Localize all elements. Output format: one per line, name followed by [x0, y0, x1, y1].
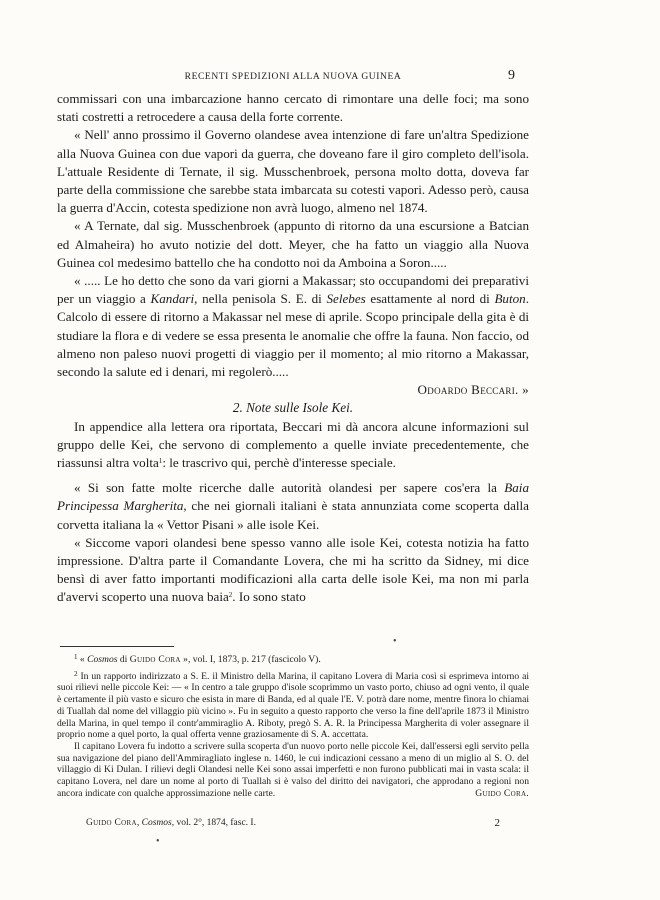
- footnotes: [57, 654, 529, 799]
- section-title: 2. Note sulle Isole Kei.: [232, 400, 354, 416]
- paragraph: In appendice alla lettera ora riportata, Beccari mi dà ancora alcune informazioni sul gruppo delle Kei, che servono di complemento a quelle inviate precedentemente, che riassunsi altra volta$^1$: le trascrivo qui, perchè d'interesse speciale.: [57, 418, 529, 471]
- speck: •: [156, 836, 160, 847]
- signature-line: Guido Cora, Cosmos, vol. 2°, 1874, fasc. I. 2: [86, 817, 500, 829]
- paragraph: commissari con una imbarcazione hanno cercato di rimontare una delle foci; ma sono stati costretti a retrocedere a causa della forte corrente.: [57, 91, 529, 125]
- footnote: $^1$ « Cosmos di Guido Cora », vol. I, 1873, p. 217 (fascicolo V).: [74, 653, 321, 665]
- signature: Odoardo Beccari. »: [417, 382, 529, 398]
- footnote-ref: 2: [228, 591, 233, 600]
- footnote: $^2$ In un rapporto indirizzato a S. E. il Ministro della Marina, il capitano Lovera di Maria così si esprimeva intorno ai suoi rilievi nelle piccole Kei: — « In centro a tale gruppo d'isole scoprimmo un vasto porto, chiuso ad ogni vento, il quale è certamente il più vasto e sicuro che esista in mare di Banda, ed al quale l'E. V. potrà dare nome, mentre finora lo chiamai di Tuallah dal nome del villaggio più vicino ». Fu in seguito a questo rapporto che verso la fine dell'aprile 1873 il Ministro della Marina, in quel tempo il contr'ammiraglio A. Riboty, pregò S. A. R. la Principessa Margherita di voler assegnare il proprio nome a quel porto, la qual offerta venne graziosamente di S. A. accettata.: [57, 669, 529, 741]
- footnote-rule: [60, 646, 174, 647]
- paragraph: « Si son fatte molte ricerche dalle autorità olandesi per sapere cos'era la Baia Principessa Margherita, che nei giornali italiani è stata annunziata come scoperta dalla corvetta italiana la « Vettor Pisani » alle isole Kei.: [57, 480, 529, 532]
- running-header: RECENTI SPEDIZIONI ALLA NUOVA GUINEA: [184, 72, 402, 82]
- speck: •: [393, 636, 397, 647]
- footnote-signature: Guido Cora.: [475, 787, 529, 799]
- signature-mark: 2: [494, 817, 500, 829]
- paragraph: « ..... Le ho detto che sono da vari giorni a Makassar; sto occupandomi dei preparativi per un viaggio a Kandari, nella penisola S. E. di Selebes esattamente al nord di Buton. Calcolo di essere di ritorno a Makassar nel mese di aprile. Scopo principale della gita è di studiare la flora e di vedere se essa presenta le anomalie che offre la fauna. Non faccio, od almeno non paleso nuovi progetti di viaggio per il momento; al mio ritorno a Makassar, secondo la salute ed i denari, mi regolerò.....: [57, 273, 530, 380]
- footnote: Il capitano Lovera fu indotto a scrivere sulla scoperta d'un nuovo porto nelle piccole Kei, dall'essersi egli servito pella sua navigazione del piano dell'Ammiragliato inglese n. 1460, le cui indicazioni cessano a meno di un miglio al S. O. del villaggio di Ki Dulan. I rilievi degli Olandesi nelle Kei sono assai imperfetti e non furono pubblicati mai in vasta scala: il capitano Lovera, nel dare un nome al porto di Tuallah si è valso del diritto dei navigatori, che approdano a regioni non ancora indicate con qualche approssimazione nelle carte. Guido Cora.: [57, 740, 529, 799]
- paragraph: « A Ternate, dal sig. Musschenbroek (appunto di ritorno da una escursione a Batcian ed Almaheira) ho avuto notizie del dott. Meyer, che ha fatto un viaggio alla Nuova Guinea col medesimo battello che ha condotto noi da Amboina a Soron.....: [57, 218, 529, 270]
- paragraph: « Siccome vapori olandesi bene spesso vanno alle isole Kei, cotesta notizia ha fatto impressione. D'altra parte il Comandante Lovera, che mi ha scritto da Sidney, mi dice bensì di aver fatto importanti modificazioni alla carta delle isole Kei, ma non mi parla d'avervi scoperto una nuova baia$^2$. Io sono stato: [57, 534, 529, 605]
- main-text: [57, 90, 529, 607]
- page-number: 9: [508, 68, 515, 83]
- paragraph: « Nell' anno prossimo il Governo olandese avea intenzione di fare un'altra Spedizione alla Nuova Guinea con due vapori da guerra, che doveano fare il giro completo dell'isola. L'attuale Residente di Ternate, il sig. Musschenbroek, persona molto dotta, doveva far parte della commissione che sarebbe stata imbarcata su cotesti vapori. Adesso però, causa la guerra d'Accin, cotesta spedizione non avrà luogo, almeno nel 1874.: [57, 127, 529, 216]
- footnote-ref: 1: [158, 457, 163, 466]
